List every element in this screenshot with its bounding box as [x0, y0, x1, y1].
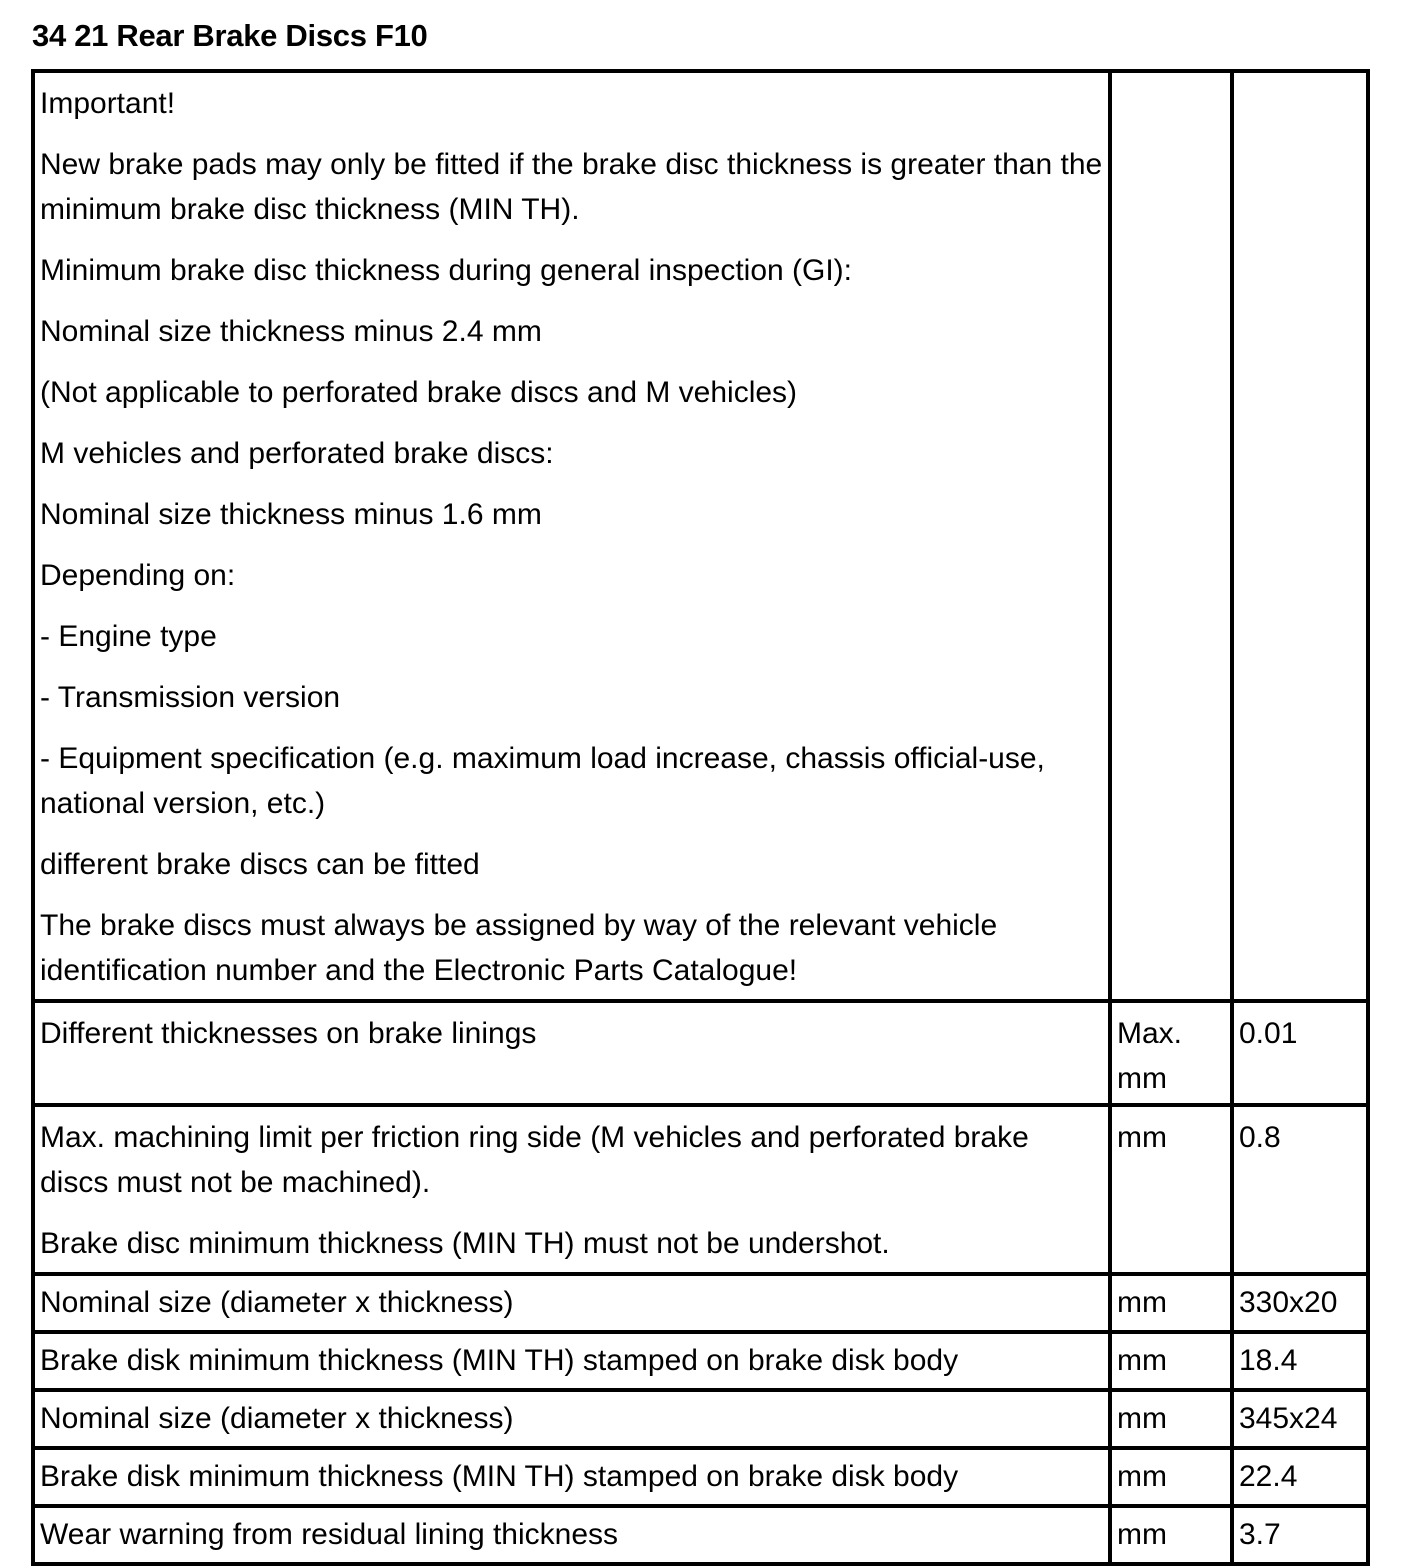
- intro-paragraph: Nominal size thickness minus 2.4 mm: [40, 315, 542, 348]
- intro-notes-cell: [33, 71, 1110, 1001]
- row-description: Wear warning from residual lining thickness: [33, 1506, 1110, 1564]
- row-description: Nominal size (diameter x thickness): [33, 1274, 1110, 1332]
- row-value: 18.4: [1232, 1332, 1368, 1390]
- row-unit: mm: [1110, 1274, 1232, 1332]
- intro-paragraph: Depending on:: [40, 559, 236, 592]
- table-row: [33, 1274, 1368, 1332]
- intro-paragraph: Important!: [40, 87, 176, 120]
- row-description: Max. machining limit per friction ring side (M vehicles and perforated brake discs must not be machined).: [40, 1121, 1029, 1199]
- intro-paragraph: - Transmission version: [40, 681, 341, 714]
- intro-value-cell: [1232, 71, 1368, 1001]
- intro-paragraph: The brake discs must always be assigned by way of the relevant vehicle identification number and the Electronic Parts Catalogue!: [40, 909, 998, 987]
- row-unit: mm: [1110, 1506, 1232, 1564]
- row-description: Nominal size (diameter x thickness): [33, 1390, 1110, 1448]
- row-note: Brake disc minimum thickness (MIN TH) must not be undershot.: [40, 1227, 890, 1260]
- row-unit: Max. mm: [1110, 1001, 1232, 1105]
- row-description: Brake disk minimum thickness (MIN TH) stamped on brake disk body: [33, 1448, 1110, 1506]
- intro-paragraph: New brake pads may only be fitted if the brake disc thickness is greater than the minimum brake disc thickness (MIN TH).: [40, 148, 1103, 226]
- row-unit: mm: [1110, 1105, 1232, 1274]
- table-row: [33, 1332, 1368, 1390]
- row-unit: mm: [1110, 1448, 1232, 1506]
- page-title: 34 21 Rear Brake Discs F10: [32, 18, 428, 53]
- intro-paragraph: Nominal size thickness minus 1.6 mm: [40, 498, 542, 531]
- table-row: [33, 1105, 1368, 1274]
- row-value: 3.7: [1232, 1506, 1368, 1564]
- row-value: 0.01: [1232, 1001, 1368, 1105]
- table-row: [33, 1448, 1368, 1506]
- row-description: Brake disk minimum thickness (MIN TH) stamped on brake disk body: [33, 1332, 1110, 1390]
- row-value: 345x24: [1232, 1390, 1368, 1448]
- row-value: 22.4: [1232, 1448, 1368, 1506]
- intro-paragraph: M vehicles and perforated brake discs:: [40, 437, 554, 470]
- table-row: [33, 1390, 1368, 1448]
- specification-table: [31, 69, 1370, 1566]
- intro-unit-cell: [1110, 71, 1232, 1001]
- row-value: 330x20: [1232, 1274, 1368, 1332]
- intro-paragraph: (Not applicable to perforated brake discs and M vehicles): [40, 376, 798, 409]
- row-unit: mm: [1110, 1332, 1232, 1390]
- intro-paragraph: Minimum brake disc thickness during general inspection (GI):: [40, 254, 853, 287]
- row-description-cell: [33, 1105, 1110, 1274]
- table-row: [33, 1001, 1368, 1105]
- intro-row: [33, 71, 1368, 1001]
- table-row: [33, 1506, 1368, 1564]
- row-value: 0.8: [1232, 1105, 1368, 1274]
- intro-paragraph: different brake discs can be fitted: [40, 848, 480, 881]
- row-description: Different thicknesses on brake linings: [33, 1001, 1110, 1105]
- intro-paragraph: - Engine type: [40, 620, 217, 653]
- intro-paragraph: - Equipment specification (e.g. maximum load increase, chassis official-use, national version, etc.): [40, 742, 1045, 820]
- row-unit: mm: [1110, 1390, 1232, 1448]
